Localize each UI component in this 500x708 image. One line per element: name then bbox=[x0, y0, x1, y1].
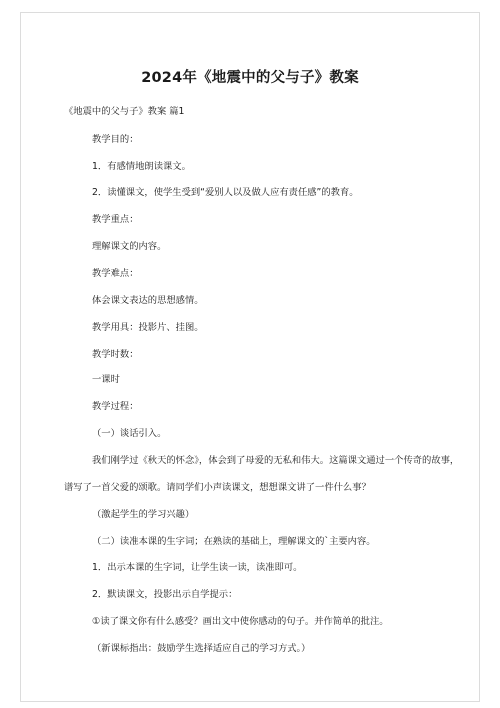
document-title: 2024年《地震中的父与子》教案 bbox=[141, 70, 359, 86]
paragraph-line: ①读了课文你有什么感受？画出文中使你感动的句子。并作简单的批注。 bbox=[92, 616, 389, 627]
paragraph-line: 理解课文的内容。 bbox=[92, 241, 167, 252]
paragraph-line: （一）谈话引入。 bbox=[92, 428, 167, 439]
paragraph-line: 教学目的： bbox=[92, 134, 139, 145]
paragraph-line: （新课标指出：鼓励学生选择适应自己的学习方式。） bbox=[92, 643, 311, 654]
paragraph-line: 教学时数： bbox=[92, 349, 139, 360]
paragraph-line: 1．出示本课的生字词，让学生读一读，读准即可。 bbox=[92, 562, 303, 573]
paragraph-line: 体会课文表达的思想感情。 bbox=[92, 295, 204, 306]
paragraph-line: （二）读准本课的生字词；在熟读的基础上，理解课文的`主要内容。 bbox=[92, 536, 376, 547]
paragraph-line: （激起学生的学习兴趣） bbox=[92, 509, 195, 520]
paragraph-line: 2．读懂课文，使学生受到“爱别人以及做人应有责任感”的教育。 bbox=[92, 187, 359, 198]
paragraph-line: 1．有感情地朗读课文。 bbox=[92, 161, 191, 172]
paragraph-line: 教学重点： bbox=[92, 214, 139, 225]
paragraph-line: 一课时 bbox=[92, 374, 120, 385]
paragraph-line: 教学用具：投影片、挂图。 bbox=[92, 322, 204, 333]
paragraph-line: 谱写了一首父爱的颂歌。请同学们小声读课文，想想课文讲了一件什么事？ bbox=[64, 482, 371, 493]
paragraph-line: 教学难点： bbox=[92, 268, 139, 279]
paragraph-line: 我们刚学过《秋天的怀念》，体会到了母爱的无私和伟大。这篇课文通过一个传奇的故事， bbox=[92, 455, 460, 466]
paragraph-line: 教学过程： bbox=[92, 401, 139, 412]
paragraph-line: 2．默读课文，投影出示自学提示： bbox=[92, 589, 238, 600]
section-heading: 《地震中的父与子》教案 篇1 bbox=[64, 106, 185, 117]
